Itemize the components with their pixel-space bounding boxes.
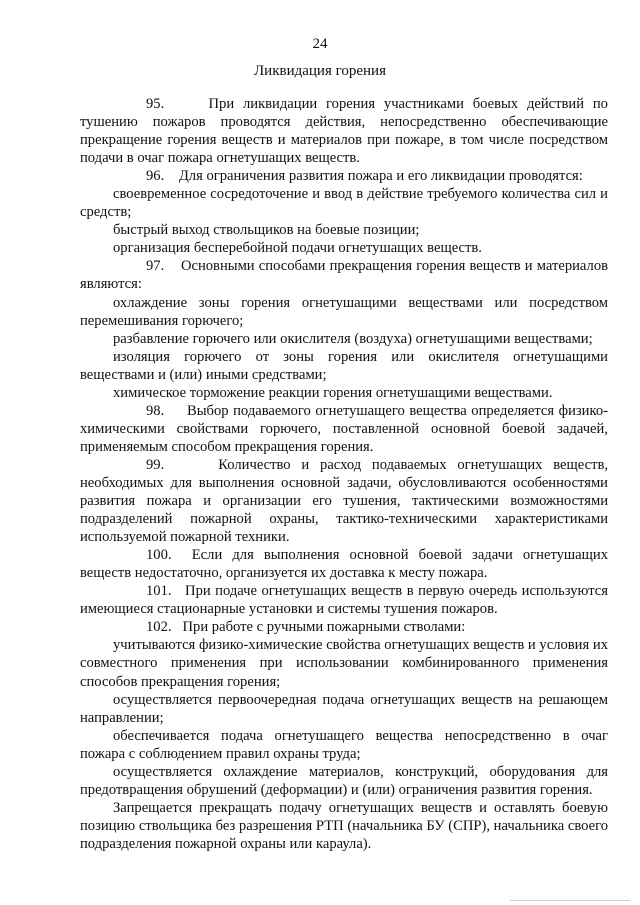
paragraph-97: 97. Основными способами прекращения горения веществ и материалов являются: xyxy=(80,258,609,293)
paragraph-100: 100. Если для выполнения основной боевой задачи огнетушащих веществ недостаточно, организуется их доставка к месту пожара. xyxy=(80,547,608,582)
section-title: Ликвидация горения xyxy=(254,63,386,79)
list-item: изоляция горючего от зоны горения или окислителя огнетушащими веществами и (или) иными средствами; xyxy=(80,348,608,383)
list-item: разбавление горючего или окислителя (воздуха) огнетушащими веществами; xyxy=(113,330,593,347)
scan-edge-mark xyxy=(510,900,630,901)
paragraph-95: 95. При ликвидации горения участниками боевых действий по тушению пожаров проводятся действия, непосредственно обеспечивающие прекращение горения веществ и материалов при пожаре, в том числе посредством подачи в очаг пожара огнетушащих веществ. xyxy=(80,96,608,167)
document-body xyxy=(80,95,608,853)
page-number: 24 xyxy=(312,36,328,52)
paragraph-98: 98. Выбор подаваемого огнетушащего вещества определяется физико-химическими свойствами горючего, поставленной основной боевой задачей, применяемым способом прекращения горения. xyxy=(80,402,608,455)
list-item: охлаждение зоны горения огнетушащими веществами или посредством перемешивания горючего; xyxy=(80,294,608,329)
paragraph-96: 96. Для ограничения развития пожара и его ликвидации проводятся: xyxy=(146,168,583,185)
closing-paragraph: Запрещается прекращать подачу огнетушащих веществ и оставлять боевую позицию ствольщика без разрешения РТП (начальника БУ (СПР), начальника своего подразделения пожарной охраны или караула). xyxy=(80,799,608,852)
list-item: учитываются физико-химические свойства огнетушащих веществ и условия их совместного применения при использовании комбинированного применения способов прекращения горения; xyxy=(80,637,608,690)
list-item: осуществляется охлаждение материалов, конструкций, оборудования для предотвращения обрушений (деформации) и (или) ограничения развития горения. xyxy=(80,763,608,798)
list-item: быстрый выход ствольщиков на боевые позиции; xyxy=(113,222,420,239)
list-item: обеспечивается подача огнетушащего вещества непосредственно в очаг пожара с соблюдением правил охраны труда; xyxy=(80,727,608,762)
paragraph-101: 101. При подаче огнетушащих веществ в первую очередь используются имеющиеся стационарные установки и системы тушения пожаров. xyxy=(80,583,608,618)
list-item: своевременное сосредоточение и ввод в действие требуемого количества сил и средств; xyxy=(80,186,608,221)
paragraph-102: 102. При работе с ручными пожарными стволами: xyxy=(146,619,466,636)
list-item: химическое торможение реакции горения огнетушащими веществами. xyxy=(113,384,553,401)
list-item: осуществляется первоочередная подача огнетушащих веществ на решающем направлении; xyxy=(80,691,608,726)
list-item: организация бесперебойной подачи огнетушащих веществ. xyxy=(113,240,482,257)
paragraph-99: 99. Количество и расход подаваемых огнетушащих веществ, необходимых для выполнения основной задачи, обусловливаются особенностями развития пожара и организации его тушения, тактическими возможностями подразделений пожарной охраны, тактико-техническими характеристиками используемой пожарной техники. xyxy=(80,456,608,546)
